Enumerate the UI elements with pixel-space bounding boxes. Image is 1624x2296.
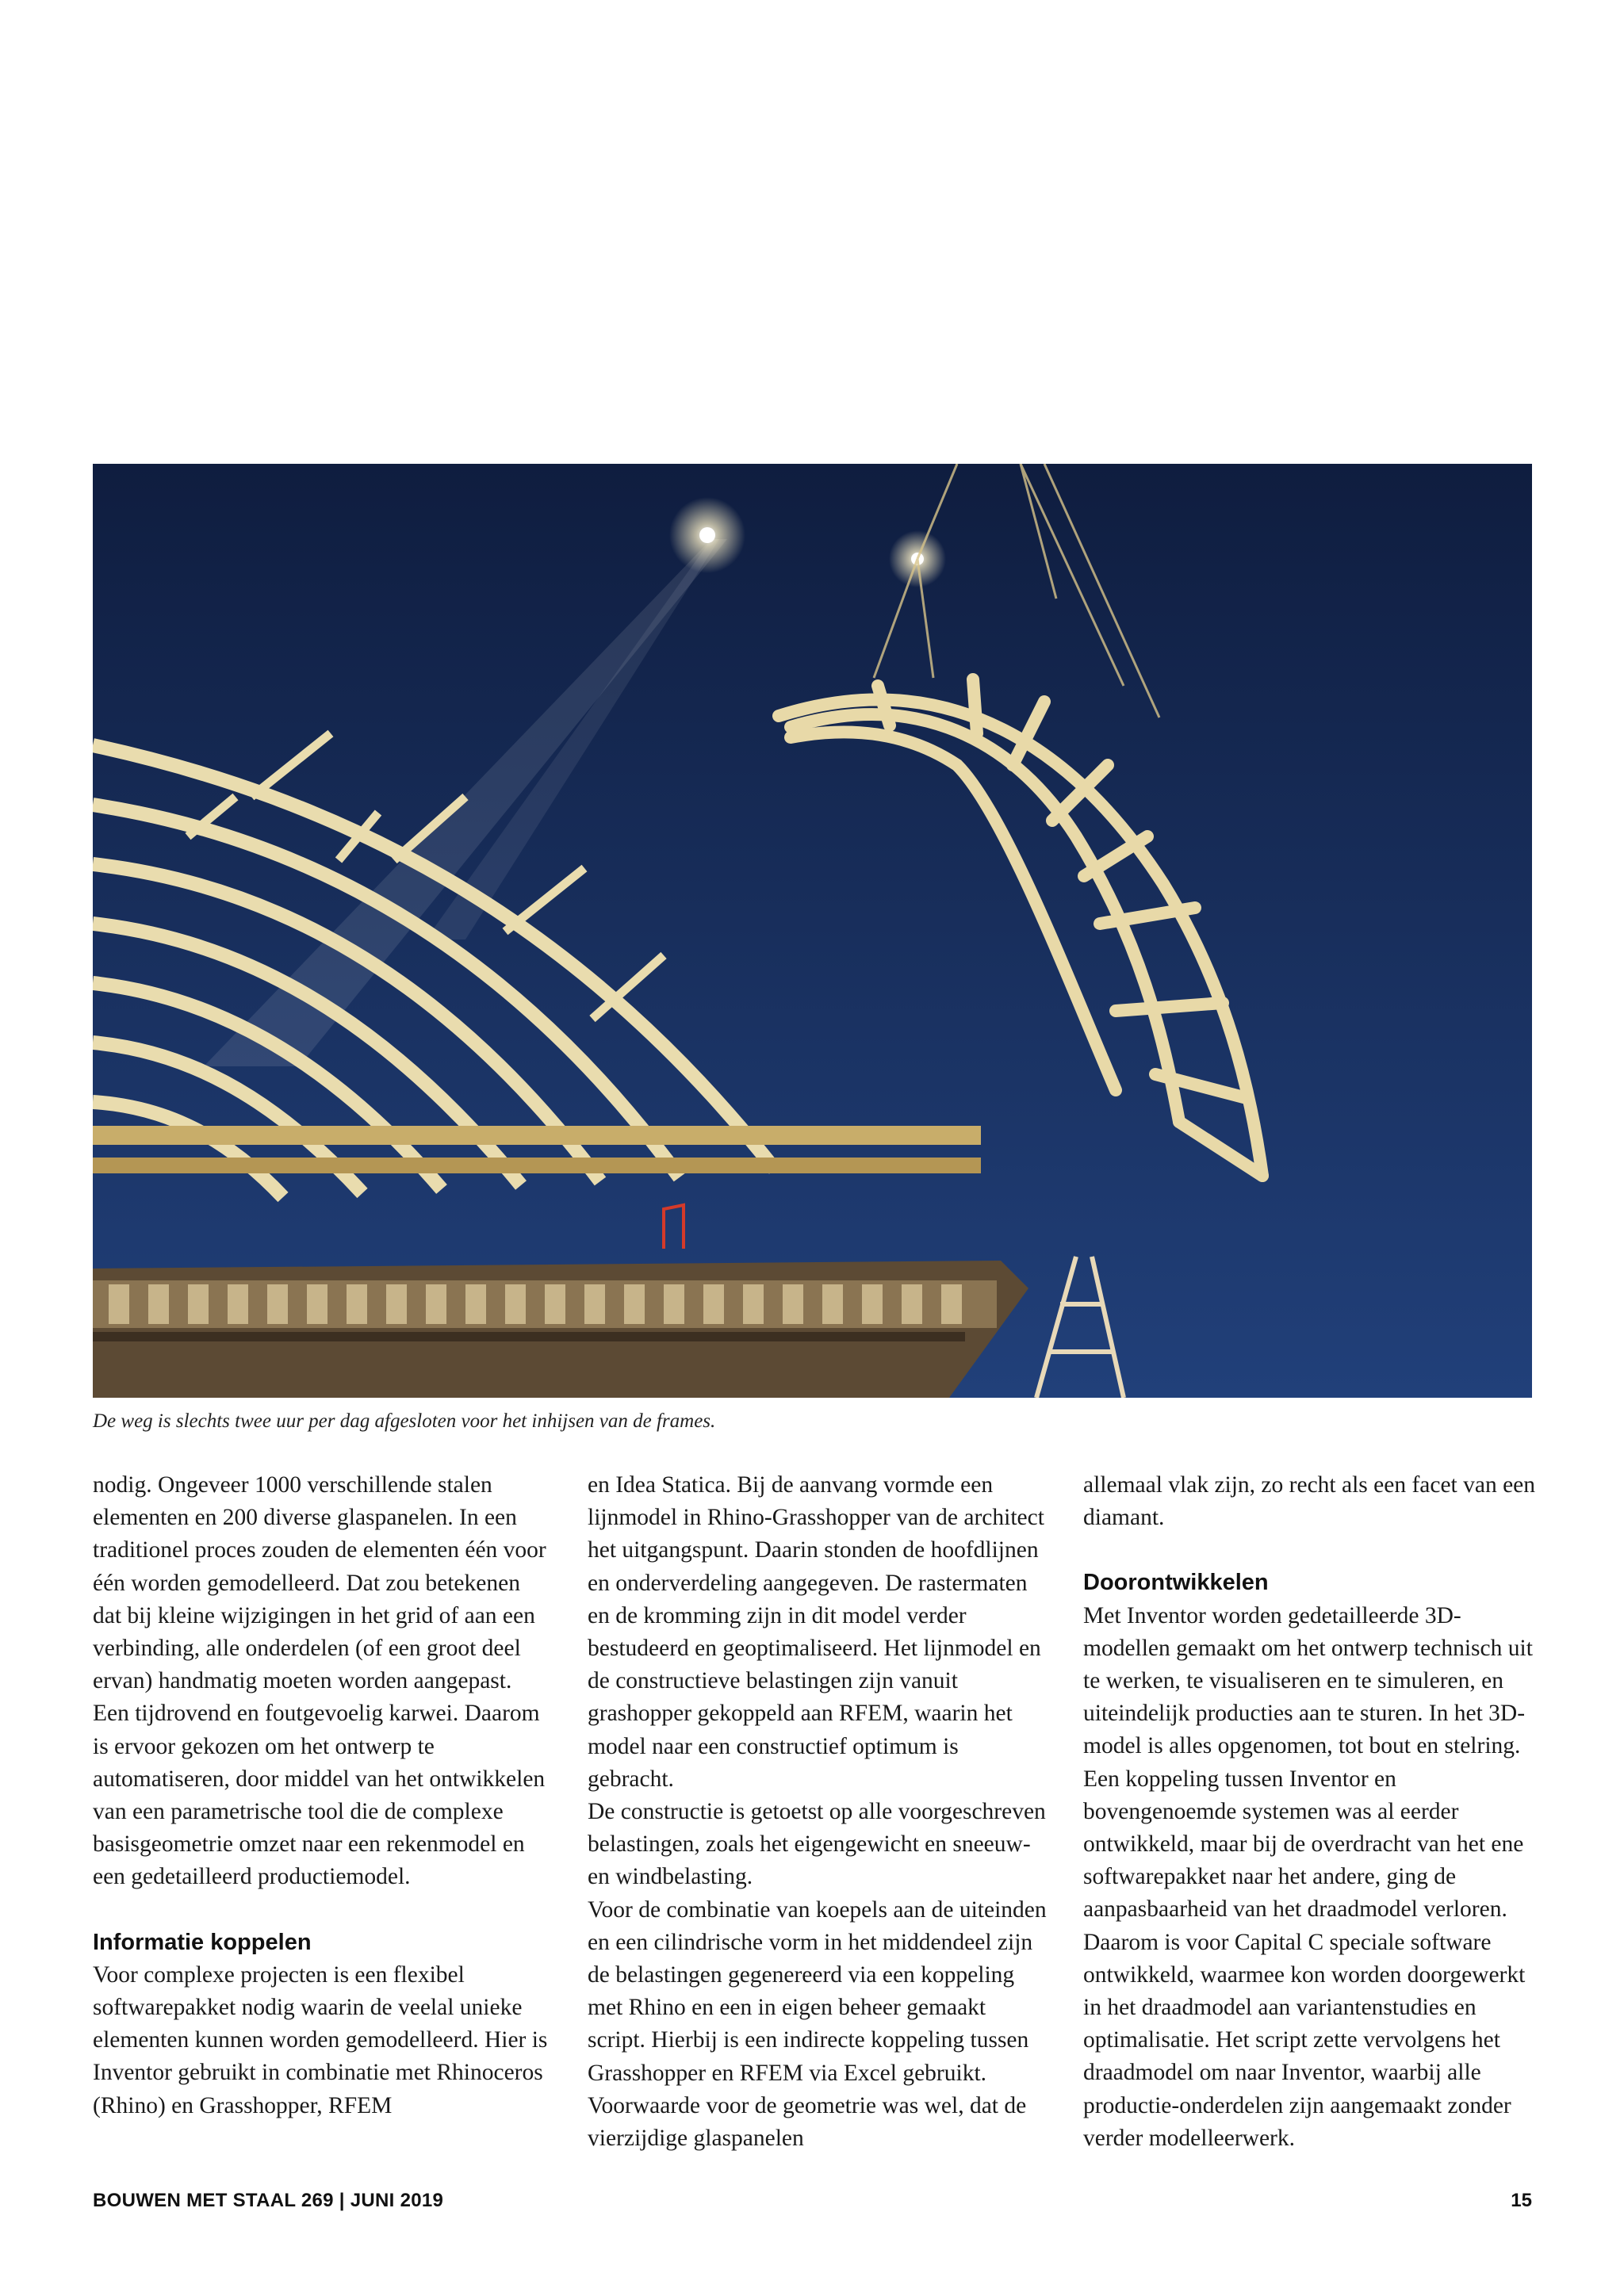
body-paragraph: allemaal vlak zijn, zo recht als een facet van een diamant. bbox=[1083, 1472, 1536, 1531]
body-paragraph: Voor complexe projecten is een flexibel softwarepakket nodig waarin de veelal unieke elementen kunnen worden gemodelleerd. Hier is Inventor gebruikt in combinatie met Rhinoceros (Rhino) en Grasshopper, RFEM bbox=[93, 1961, 548, 2118]
body-paragraph: nodig. Ongeveer 1000 verschillende stalen elementen en 200 diverse glaspanelen. In een traditionel proces zouden de elementen één voor één worden gemodelleerd. Dat zou betekenen dat bij kleine wijzigingen in het grid of aan een verbinding, alle onderdelen (of een groot deel ervan) handmatig moeten worden aangepast. Een tijdrovend en foutgevoelig karwei. Daarom is ervoor gekozen om het ontwerp te automatiseren, door middel van het ontwikkelen van een parametrische tool die de complexe basisgeometrie omzet naar een rekenmodel en een gedetailleerd productiemodel. bbox=[93, 1472, 546, 1890]
body-paragraph: en Idea Statica. Bij de aanvang vormde een lijnmodel in Rhino-Grasshopper van de architect het uitgangspunt. Daarin stonden de hoofdlijnen en onderverdeling aangegeven. De rastermaten en de kromming zijn in dit model verder bestudeerd en geoptimaliseerd. Het lijnmodel en de constructieve belastingen zijn vanuit grashopper gekoppeld aan RFEM, waarin het model naar een constructief optimum is gebracht. bbox=[588, 1472, 1044, 1792]
section-heading: Informatie koppelen bbox=[93, 1929, 312, 1955]
body-paragraph: Voor de combinatie van koepels aan de uiteinden en een cilindrische vorm in het middendeel zijn de belastingen gegenereerd via een koppeling met Rhino en een in eigen beheer gemaakt script. Hierbij is een indirecte koppeling tussen Grasshopper en RFEM via Excel gebruikt. Voorwaarde voor de geometrie was wel, dat de vierzijdige glaspanelen bbox=[588, 1896, 1047, 2152]
article-photo bbox=[93, 464, 1532, 1398]
text-column-1 bbox=[93, 1469, 553, 2122]
paragraph-gap bbox=[93, 1894, 553, 1927]
footer-publication: BOUWEN MET STAAL 269 | JUNI 2019 bbox=[93, 2190, 444, 2211]
section-heading: Doorontwikkelen bbox=[1083, 1570, 1269, 1596]
paragraph-gap bbox=[1083, 1534, 1543, 1567]
body-paragraph: De constructie is getoetst op alle voorgeschreven belastingen, zoals het eigengewicht en sneeuw- en windbelasting. bbox=[588, 1799, 1046, 1890]
text-column-3 bbox=[1083, 1469, 1543, 2155]
body-paragraph: Met Inventor worden gedetailleerde 3D-modellen gemaakt om het ontwerp technisch uit te werken, te visualiseren en te simuleren, en uiteindelijk producties aan te sturen. In het 3D-model is alles opgenomen, tot bout en stelring. Een koppeling tussen Inventor en bovengenoemde systemen was al eerder ontwikkeld, maar bij de overdracht van het ene softwarepakket naar het andere, ging de aanpasbaarheid van het draadmodel verloren. Daarom is voor Capital C speciale software ontwikkeld, waarmee kon worden doorgewerkt in het draadmodel aan variantenstudies en optimalisatie. Het script zette vervolgens het draadmodel om naar Inventor, waarbij alle productie-onderdelen zijn aangemaakt zonder verder modelleerwerk. bbox=[1083, 1602, 1533, 2151]
page-number: 15 bbox=[1511, 2190, 1532, 2211]
photo-caption: De weg is slechts twee uur per dag afgesloten voor het inhijsen van de frames. bbox=[93, 1410, 716, 1432]
text-column-2 bbox=[588, 1469, 1048, 2155]
